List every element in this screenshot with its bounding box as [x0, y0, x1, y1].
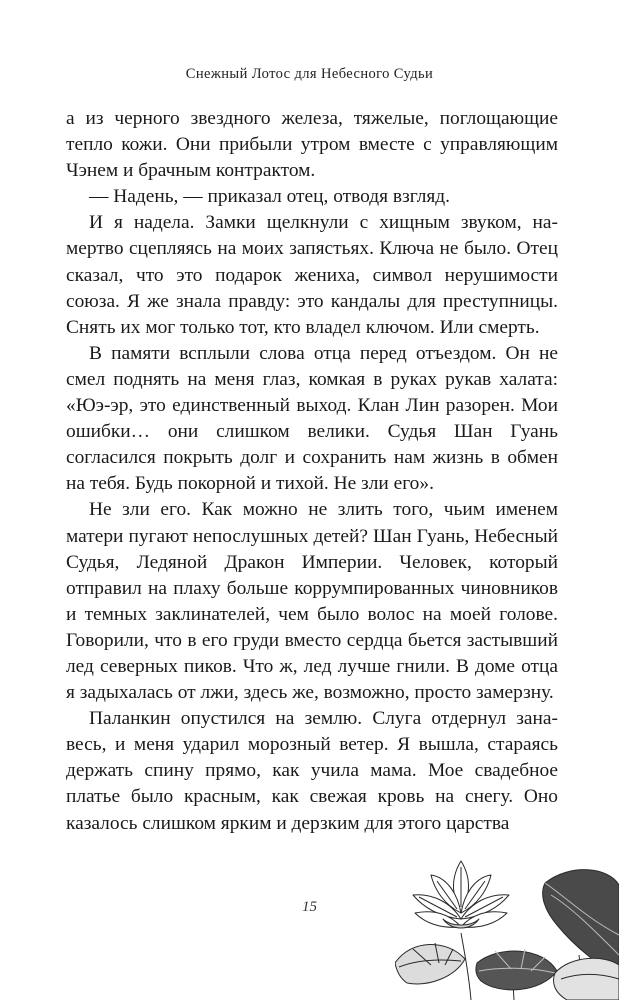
- paragraph-4: В памяти всплыли слова отца перед отъездом. Он не смел поднять на меня глаз, комкая в руках рукав халата: «Юэ-эр, это единственный выход. Клан Лин разорен. Мои ошибки… они слишком велики. Судья Шан Гуань согласился покрыть долг и сохранить нам жизнь в обмен на тебя. Будь покорной и тихой. Не зли его».: [66, 342, 558, 495]
- running-header-title: Снежный Лотос для Небесного Судьи: [185, 66, 434, 82]
- paragraph-5: Не зли его. Как можно не злить того, чьим именем матери пугают непослушных детей? Шан Гуань, Небесный Судья, Ледяной Дракон Империи. Человек, который отправил на плаху больше коррумпированных чиновников и темных заклинателей, чем было волос на моей голове. Говорили, что в его груди вместо сердца бьется застывший лед северных пиков. Что ж, лед лучше гнили. В доме отца я задыхалась от лжи, здесь же, возможно, просто замерзну.: [66, 499, 558, 704]
- paragraph-3: И я надела. Замки щелкнули с хищным звуком, намертво сцепляясь на моих запястьях. Ключа не было. Отец сказал, что это подарок жениха, символ нерушимости союза. Я же знала правду: это кандалы для преступницы. Снять их мог только тот, кто владел ключом. Или смерть.: [66, 212, 558, 338]
- paragraph-6: Паланкин опустился на землю. Слуга отдернул занавесь, и меня ударил морозный ветер. Я вышла, стараясь держать спину прямо, как учила мама. Мое свадебное платье было красным, как свежая кровь на снегу. Оно казалось слишком ярким и дерзким для этого царства: [66, 708, 558, 834]
- page-number: 15: [302, 899, 317, 915]
- paragraph-2: — Надень, — приказал отец, отводя взгляд.: [89, 186, 451, 208]
- paragraph-1: а из черного звездного железа, тяжелые, поглощающие тепло кожи. Они прибыли утром вместе с управляющим Чэнем и брачным контрактом.: [66, 108, 558, 182]
- body-text: [66, 106, 558, 837]
- lotus-illustration-icon: [395, 855, 619, 1000]
